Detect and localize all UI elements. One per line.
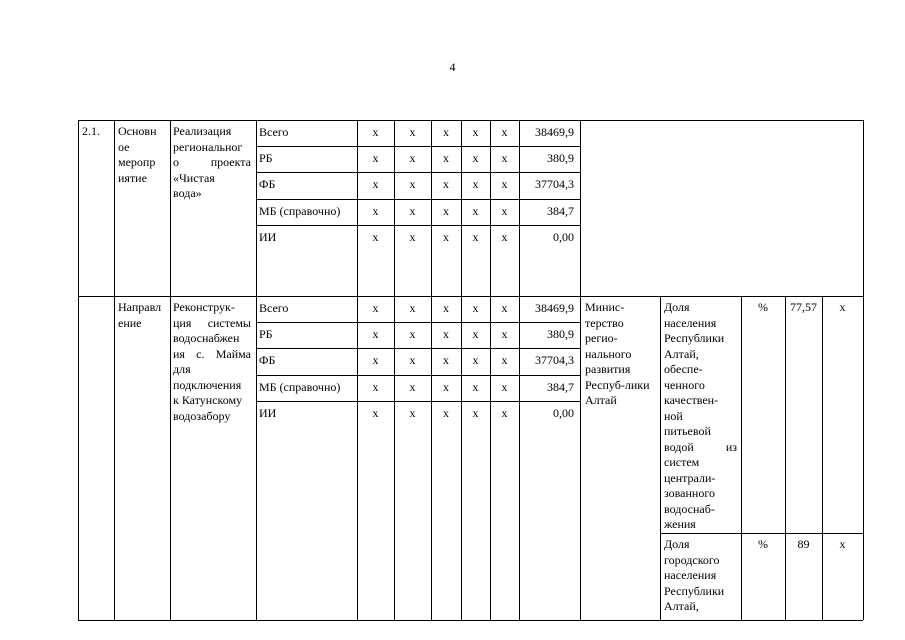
indicator-name-line: Алтай,	[664, 346, 699, 361]
empty-mark: х	[443, 151, 449, 165]
empty-mark: х	[409, 125, 416, 139]
column-divider	[863, 296, 864, 620]
row-type-line: иятие	[118, 170, 147, 185]
executor-line: развития	[585, 362, 631, 376]
table-bottom-border	[78, 620, 863, 621]
row-type-line: меропр	[118, 155, 156, 169]
indicator-name-line: ченного	[664, 377, 705, 392]
indicator-name-line: населения	[664, 568, 717, 582]
empty-mark: х	[409, 301, 416, 315]
indicator-name-line: систем	[664, 455, 700, 469]
column-divider	[394, 296, 395, 620]
funding-value: 37704,3	[535, 177, 574, 191]
indicator-unit: %	[758, 300, 768, 314]
empty-mark: х	[409, 230, 416, 244]
row-divider	[256, 348, 580, 349]
funding-value: 38469,9	[535, 125, 574, 139]
indicator-name-line: городского	[664, 552, 720, 567]
column-divider	[785, 296, 786, 620]
section-divider	[78, 296, 863, 297]
empty-mark: х	[501, 151, 508, 165]
funding-value: 384,7	[547, 380, 574, 394]
empty-mark: х	[472, 177, 479, 191]
executor-line: Минис-	[585, 300, 625, 314]
indicator-mark: х	[839, 300, 846, 314]
row-name-line: подключения	[173, 377, 242, 392]
funding-value: 0,00	[553, 406, 574, 420]
indicator-name-word: из	[725, 439, 737, 454]
row-name-word: с.	[196, 346, 205, 361]
empty-mark: х	[501, 327, 508, 341]
row-name-line: водоснабжен	[173, 331, 240, 345]
indicator-name-line: водоснаб-	[664, 501, 715, 516]
funding-source: РБ	[259, 327, 273, 341]
empty-mark: х	[409, 204, 416, 218]
empty-mark: х	[501, 301, 508, 315]
empty-mark: х	[472, 204, 479, 218]
indicator-name-line	[664, 440, 737, 456]
empty-mark: х	[472, 125, 479, 139]
empty-mark: х	[443, 327, 449, 341]
column-divider	[580, 296, 581, 620]
indicator-name-word: водой	[664, 439, 694, 454]
row-name-line: «Чистая	[173, 170, 215, 185]
indicator-name-line: Доля	[664, 537, 690, 551]
row-name-word: Майма	[215, 346, 251, 361]
row-name-word: ция	[173, 315, 192, 330]
row-divider	[256, 322, 580, 323]
column-divider	[78, 296, 79, 620]
empty-mark: х	[372, 125, 379, 139]
empty-mark: х	[501, 380, 508, 394]
executor-line: терство	[585, 315, 624, 330]
column-divider	[170, 120, 171, 296]
executor-line: Алтай	[585, 393, 617, 407]
empty-mark: х	[501, 230, 508, 244]
executor-line: нального	[585, 346, 632, 361]
indicator-name-line: ной	[664, 408, 683, 423]
column-divider	[580, 120, 581, 296]
indicator-name-line: централи-	[664, 470, 716, 485]
funding-value: 380,9	[547, 327, 574, 341]
indicator-name-line: Республики	[664, 583, 725, 598]
empty-mark: х	[372, 406, 379, 420]
empty-mark: х	[372, 230, 379, 244]
row-name-line: Реконструк-	[173, 300, 235, 314]
empty-mark: х	[443, 230, 449, 244]
row-name-line: вода»	[173, 186, 202, 200]
column-divider	[78, 120, 79, 296]
funding-source: МБ (справочно)	[259, 204, 341, 218]
empty-mark: х	[501, 204, 508, 218]
row-name-line	[173, 347, 251, 363]
funding-value: 37704,3	[535, 353, 574, 367]
indicator-name-line: Республики	[664, 331, 725, 345]
column-divider	[863, 120, 864, 296]
executor-line: Респуб-лики	[585, 377, 650, 392]
empty-mark: х	[443, 204, 449, 218]
indicator-value: 77,57	[790, 300, 817, 314]
column-divider	[114, 120, 115, 296]
row-name-word: ия	[173, 346, 185, 361]
row-name-line: региональног	[173, 139, 243, 154]
empty-mark: х	[372, 327, 379, 341]
indicator-name-line: Алтай,	[664, 599, 699, 613]
empty-mark: х	[443, 406, 449, 420]
column-divider	[170, 296, 171, 620]
empty-mark: х	[409, 380, 416, 394]
column-divider	[461, 296, 462, 620]
empty-mark: х	[472, 380, 479, 394]
row-divider	[256, 225, 580, 226]
executor-line: регио-	[585, 331, 618, 345]
column-divider	[256, 296, 257, 620]
funding-source: Всего	[259, 125, 289, 139]
empty-mark: х	[372, 204, 379, 218]
empty-mark: х	[501, 406, 508, 420]
empty-mark: х	[409, 406, 416, 420]
empty-mark: х	[372, 353, 379, 367]
funding-source: РБ	[259, 151, 273, 165]
column-divider	[519, 296, 520, 620]
empty-mark: х	[472, 327, 479, 341]
indicator-name-line: жения	[664, 517, 696, 531]
column-divider	[431, 296, 432, 620]
funding-source: ИИ	[259, 406, 277, 420]
empty-mark: х	[409, 327, 416, 341]
row-divider	[256, 146, 580, 147]
row-name-line: Реализация	[173, 124, 232, 138]
empty-mark: х	[501, 353, 508, 367]
column-divider	[357, 296, 358, 620]
empty-mark: х	[443, 125, 449, 139]
row-type-line: ое	[118, 139, 130, 154]
row-type-line: Основн	[118, 124, 157, 138]
indicator-name-line: обеспе-	[664, 362, 703, 376]
row-type-line: ение	[118, 315, 142, 330]
funding-value: 0,00	[553, 230, 574, 244]
column-divider	[660, 296, 661, 620]
column-divider	[114, 296, 115, 620]
funding-source: ИИ	[259, 230, 277, 244]
indicator-name-line: питьевой	[664, 424, 711, 438]
empty-mark: х	[409, 353, 416, 367]
indicator-value: 89	[797, 537, 810, 551]
row-name-line	[173, 155, 251, 171]
empty-mark: х	[443, 353, 449, 367]
empty-mark: х	[472, 151, 479, 165]
empty-mark: х	[409, 177, 416, 191]
funding-source: Всего	[259, 301, 289, 315]
row-name-word: проекта	[210, 155, 251, 169]
empty-mark: х	[501, 125, 508, 139]
column-divider	[741, 296, 742, 620]
page-number: 4	[449, 60, 456, 74]
empty-mark: х	[372, 301, 379, 315]
row-divider	[256, 199, 580, 200]
row-divider	[256, 375, 580, 376]
funding-value: 380,9	[547, 151, 574, 165]
row-divider	[256, 401, 580, 402]
funding-source: МБ (справочно)	[259, 380, 341, 394]
indicator-name-line: качествен-	[664, 393, 719, 407]
table-top-border	[78, 120, 863, 121]
row-divider	[256, 172, 580, 173]
row-name-line: для	[173, 362, 191, 376]
indicator-name-line: Доля	[664, 300, 690, 314]
row-name-line	[173, 316, 251, 332]
empty-mark: х	[472, 353, 479, 367]
funding-value: 38469,9	[535, 301, 574, 315]
empty-mark: х	[372, 177, 379, 191]
empty-mark: х	[372, 380, 379, 394]
row-name-word: о	[173, 155, 179, 169]
funding-source: ФБ	[259, 353, 276, 367]
indicator-mark: х	[839, 537, 846, 551]
empty-mark: х	[472, 230, 479, 244]
empty-mark: х	[443, 177, 449, 191]
empty-mark: х	[501, 177, 508, 191]
row-name-line: к Катунскому	[173, 393, 243, 407]
row-number: 2.1.	[82, 124, 100, 138]
column-divider	[490, 296, 491, 620]
empty-mark: х	[409, 151, 416, 165]
empty-mark: х	[372, 151, 379, 165]
row-name-word: системы	[207, 315, 251, 330]
empty-mark: х	[443, 380, 449, 394]
row-type-line: Направл	[118, 300, 162, 314]
column-divider	[822, 296, 823, 620]
empty-mark: х	[472, 406, 479, 420]
indicator-name-line: населения	[664, 315, 717, 330]
empty-mark: х	[472, 301, 479, 315]
column-divider	[256, 120, 257, 296]
funding-value: 384,7	[547, 204, 574, 218]
indicator-unit: %	[758, 537, 768, 551]
funding-source: ФБ	[259, 177, 276, 191]
indicator-divider	[660, 533, 863, 534]
empty-mark: х	[443, 301, 449, 315]
indicator-name-line: зованного	[664, 486, 715, 500]
row-name-line: водозабору	[173, 408, 231, 423]
